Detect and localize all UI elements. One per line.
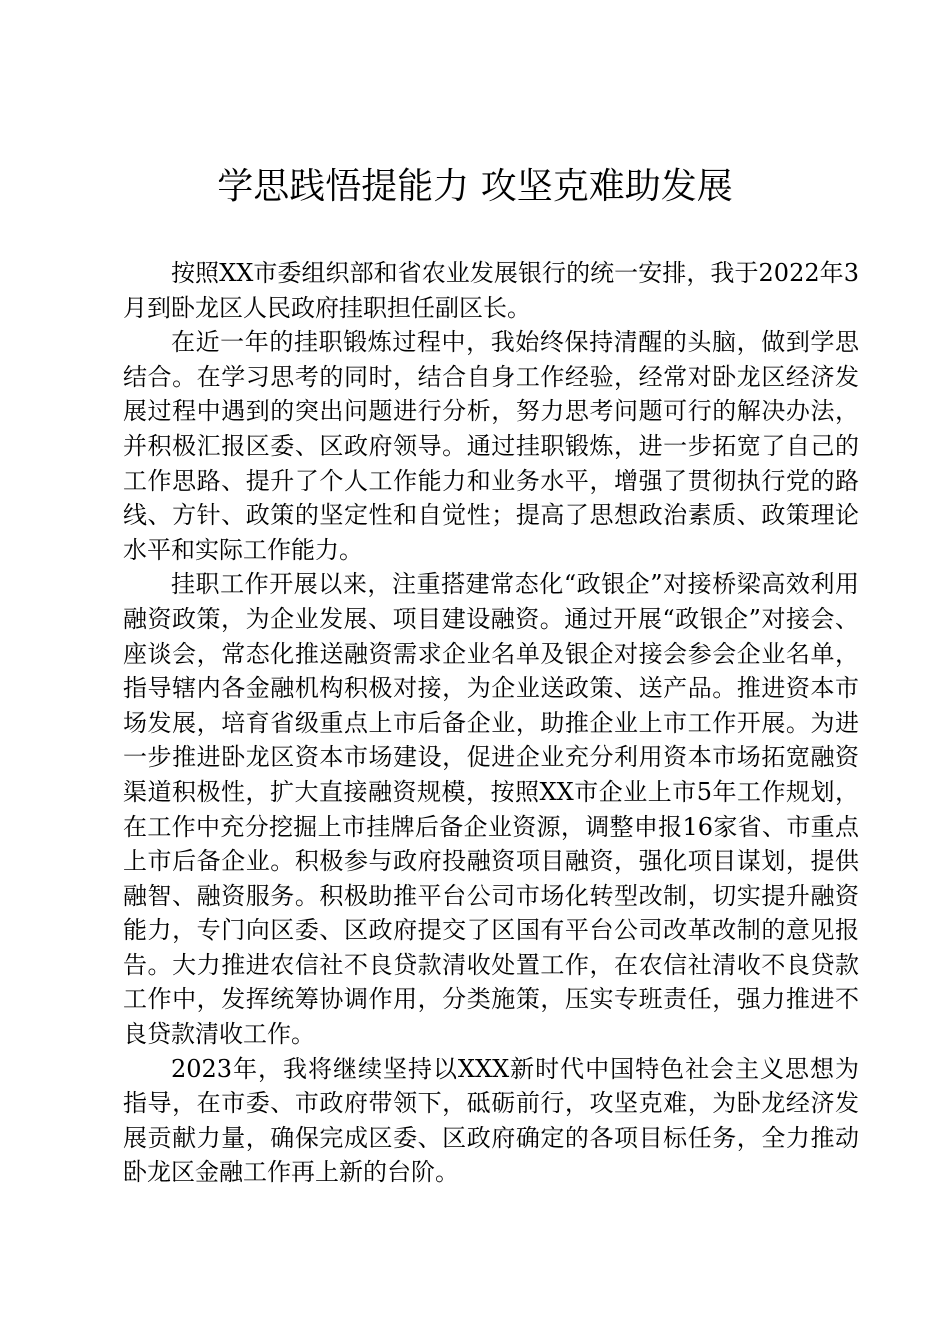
paragraph-future-plan: 2023年，我将继续坚持以XXX新时代中国特色社会主义思想为指导，在市委、市政府带领下，砥砺前行，攻坚克难，为卧龙经济发展贡献力量，确保完成区委、区政府确定的各项目标任务，全力推动卧龙区金融工作再上新的台阶。 [123,1054,859,1187]
paragraph-assignment: 按照XX市委组织部和省农业发展银行的统一安排，我于2022年3月到卧龙区人民政府挂职担任副区长。 [123,259,859,322]
paragraph-study-reflection: 在近一年的挂职锻炼过程中，我始终保持清醒的头脑，做到学思结合。在学习思考的同时，结合自身工作经验，经常对卧龙区经济发展过程中遇到的突出问题进行分析，努力思考问题可行的解决办法，并积极汇报区委、区政府领导。通过挂职锻炼，进一步拓宽了自己的工作思路、提升了个人工作能力和业务水平，增强了贯彻执行党的路线、方针、政策的坚定性和自觉性；提高了思想政治素质、政策理论水平和实际工作能力。 [123,328,859,564]
paragraph-work-achievements: 挂职工作开展以来，注重搭建常态化“政银企”对接桥梁高效利用融资政策，为企业发展、项目建设融资。通过开展“政银企”对接会、座谈会，常态化推送融资需求企业名单及银企对接会参会企业名单，指导辖内各金融机构积极对接，为企业送政策、送产品。推进资本市场发展，培育省级重点上市后备企业，助推企业上市工作开展。为进一步推进卧龙区资本市场建设，促进企业充分利用资本市场拓宽融资渠道积极性，扩大直接融资规模，按照XX市企业上市5年工作规划，在工作中充分挖掘上市挂牌后备企业资源，调整申报16家省、市重点上市后备企业。积极参与政府投融资项目融资，强化项目谋划，提供融智、融资服务。积极助推平台公司市场化转型改制，切实提升融资能力，专门向区委、区政府提交了区国有平台公司改革改制的意见报告。大力推进农信社不良贷款清收处置工作，在农信社清收不良贷款工作中，发挥统筹协调作用，分类施策，压实专班责任，强力推进不良贷款清收工作。 [123,570,859,1049]
document-title: 学思践悟提能力 攻坚克难助发展 [217,166,733,207]
document-body [123,256,859,1190]
